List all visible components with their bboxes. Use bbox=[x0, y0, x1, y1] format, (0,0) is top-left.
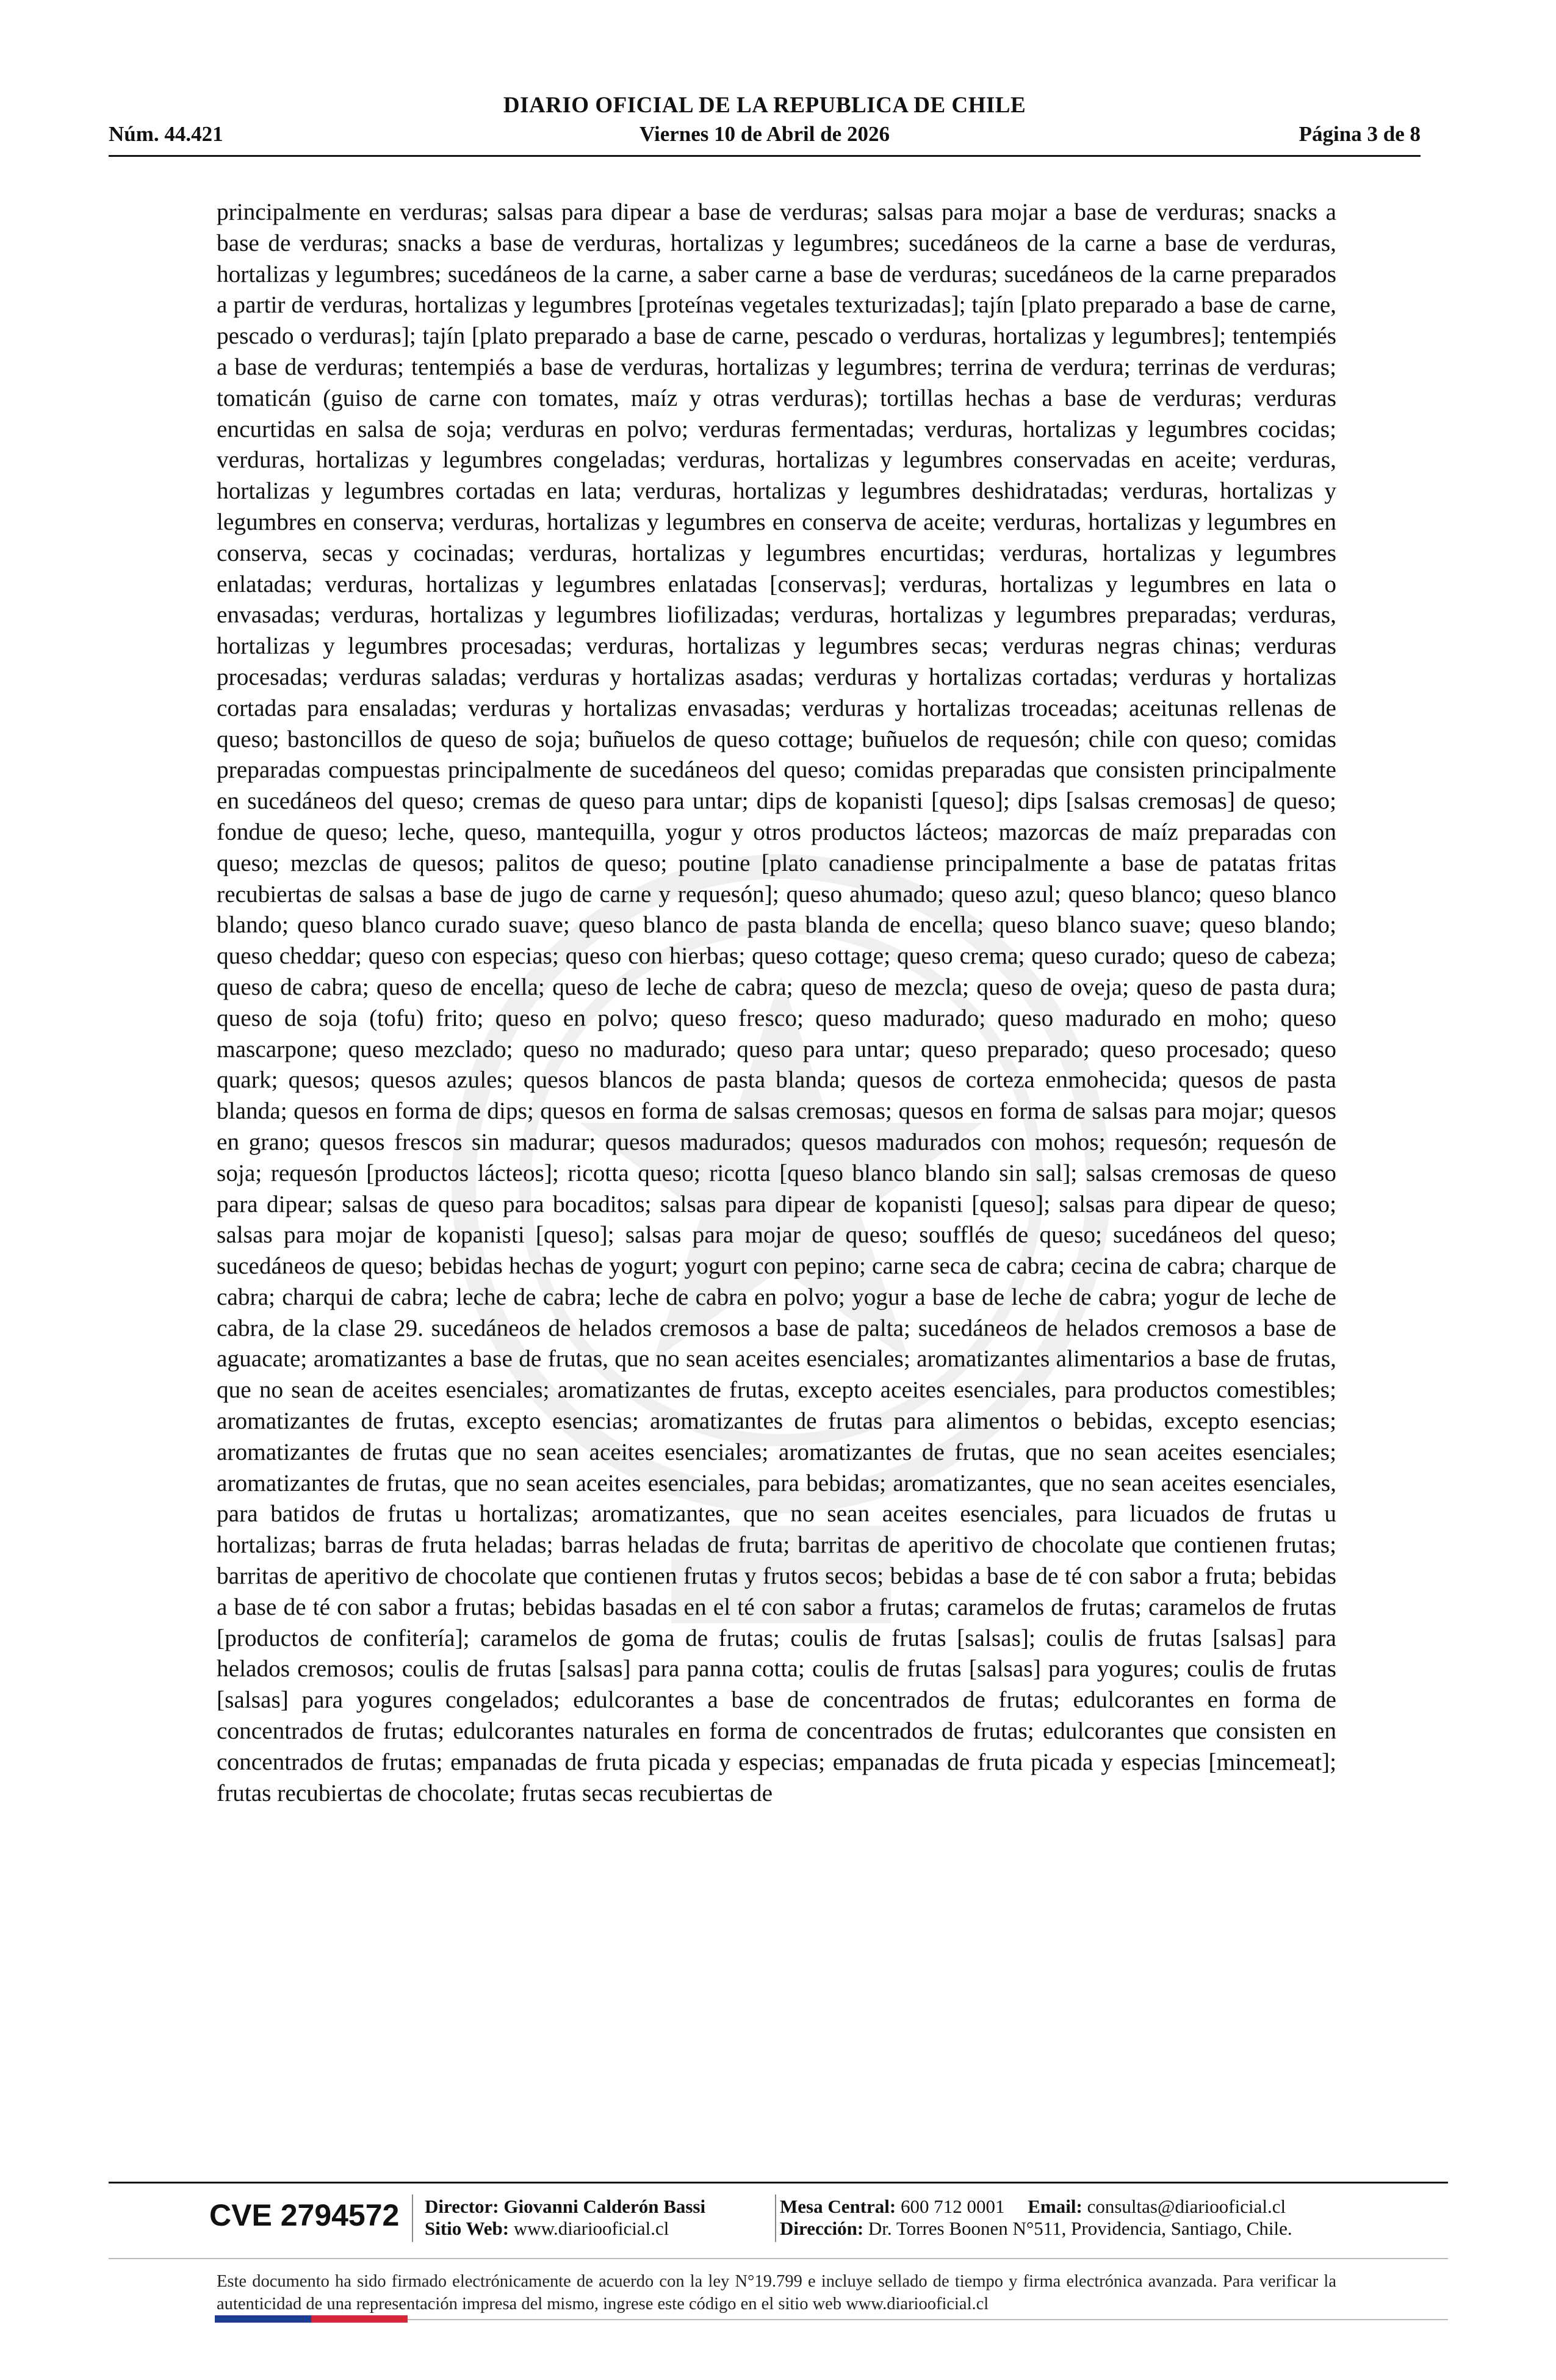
footer bbox=[109, 2185, 1448, 2255]
chile-flag-stripe bbox=[215, 2315, 408, 2323]
director-name: Giovanni Calderón Bassi bbox=[503, 2196, 706, 2217]
email-link[interactable]: consultas@diariooficial.cl bbox=[1087, 2196, 1286, 2217]
phone-label: Mesa Central: bbox=[780, 2196, 896, 2217]
address-line bbox=[780, 2218, 1292, 2240]
page-header bbox=[109, 92, 1421, 153]
website-line bbox=[425, 2218, 705, 2240]
contact-line bbox=[780, 2196, 1292, 2218]
footer-divider-secondary bbox=[109, 2258, 1448, 2259]
footer-separator bbox=[775, 2194, 776, 2242]
website-link[interactable]: www.diariooficial.cl bbox=[513, 2218, 669, 2239]
footer-separator bbox=[412, 2194, 413, 2242]
header-divider bbox=[109, 155, 1421, 157]
address-label: Dirección: bbox=[780, 2218, 864, 2239]
flag-red-segment bbox=[311, 2315, 408, 2323]
footer-contact-block bbox=[780, 2196, 1292, 2240]
page-number: Página 3 de 8 bbox=[1298, 122, 1421, 146]
phone-number: 600 712 0001 bbox=[901, 2196, 1005, 2217]
website-label: Sitio Web: bbox=[425, 2218, 510, 2239]
director-label: Director: bbox=[425, 2196, 499, 2217]
bottom-divider bbox=[408, 2319, 1448, 2320]
body-text: principalmente en verduras; salsas para dipear a base de verduras; salsas para mojar a base de verduras; snacks a base de verduras; snacks a base de verduras, hortalizas y legumbres; sucedáneos de la carne a base de verduras, hortalizas y legumbres; sucedáneos de la carne, a saber carne a base de verduras; sucedáneos de la carne preparados a partir de verduras, hortalizas y legumbres [proteínas vegetales texturizadas]; tajín [plato preparado a base de carne, pescado o verduras]; tajín [plato preparado a base de carne, pescado o verduras, hortalizas y legumbres]; tentempiés a base de verduras; tentempiés a base de verduras, hortalizas y legumbres; terrina de verdura; terrinas de verduras; tomaticán (guiso de carne con tomates, maíz y otras verduras); tortillas hechas a base de verduras; verduras encurtidas en salsa de soja; verduras en polvo; verduras fermentadas; verduras, hortalizas y legumbres cocidas; verduras, hortalizas y legumbres congeladas; verduras, hortalizas y legumbres conservadas en aceite; verduras, hortalizas y legumbres cortadas en lata; verduras, hortalizas y legumbres deshidratadas; verduras, hortalizas y legumbres en conserva; verduras, hortalizas y legumbres en conserva de aceite; verduras, hortalizas y legumbres en conserva, secas y cocinadas; verduras, hortalizas y legumbres encurtidas; verduras, hortalizas y legumbres enlatadas; verduras, hortalizas y legumbres enlatadas [conservas]; verduras, hortalizas y legumbres en lata o envasadas; verduras, hortalizas y legumbres liofilizadas; verduras, hortalizas y legumbres preparadas; verduras, hortalizas y legumbres procesadas; verduras, hortalizas y legumbres secas; verduras negras chinas; verduras procesadas; verduras saladas; verduras y hortalizas asadas; verduras y hortalizas cortadas; verduras y hortalizas cortadas para ensaladas; verduras y hortalizas envasadas; verduras y hortalizas troceadas; aceitunas rellenas de queso; bastoncillos de queso de soja; buñuelos de queso cottage; buñuelos de requesón; chile con queso; comidas preparadas compuestas principalmente de sucedáneos del queso; comidas preparadas que consisten principalmente en sucedáneos del queso; cremas de queso para untar; dips de kopanisti [queso]; dips [salsas cremosas] de queso; fondue de queso; leche, queso, mantequilla, yogur y otros productos lácteos; mazorcas de maíz preparadas con queso; mezclas de quesos; palitos de queso; poutine [plato canadiense principalmente a base de patatas fritas recubiertas de salsas a base de jugo de carne y requesón]; queso ahumado; queso azul; queso blanco; queso blanco blando; queso blanco curado suave; queso blanco de pasta blanda de encella; queso blanco suave; queso blando; queso cheddar; queso con especias; queso con hierbas; queso cottage; queso crema; queso curado; queso de cabeza; queso de cabra; queso de encella; queso de leche de cabra; queso de mezcla; queso de oveja; queso de pasta dura; queso de soja (tofu) frito; queso en polvo; queso fresco; queso madurado; queso madurado en moho; queso mascarpone; queso mezclado; queso no madurado; queso para untar; queso preparado; queso procesado; queso quark; quesos; quesos azules; quesos blancos de pasta blanda; quesos de corteza enmohecida; quesos de pasta blanda; quesos en forma de dips; quesos en forma de salsas cremosas; quesos en forma de salsas para mojar; quesos en grano; quesos frescos sin madurar; quesos madurados; quesos madurados con mohos; requesón; requesón de soja; requesón [productos lácteos]; ricotta queso; ricotta [queso blanco blando sin sal]; salsas cremosas de queso para dipear; salsas de queso para bocaditos; salsas para dipear de kopanisti [queso]; salsas para dipear de queso; salsas para mojar de kopanisti [queso]; salsas para mojar de queso; soufflés de queso; sucedáneos del queso; sucedáneos de queso; bebidas hechas de yogurt; yogurt con pepino; carne seca de cabra; cecina de cabra; charque de cabra; charqui de cabra; leche de cabra; leche de cabra en polvo; yogur a base de leche de cabra; yogur de leche de cabra, de la clase 29. sucedáneos de helados cremosos a base de palta; sucedáneos de helados cremosos a base de aguacate; aromatizantes a base de frutas, que no sean aceites esenciales; aromatizantes alimentarios a base de frutas, que no sean de aceites esenciales; aromatizantes de frutas, excepto aceites esenciales, para productos comestibles; aromatizantes de frutas, excepto esencias; aromatizantes de frutas para alimentos o bebidas, excepto esencias; aromatizantes de frutas que no sean aceites esenciales; aromatizantes de frutas, que no sean aceites esenciales; aromatizantes de frutas, que no sean aceites esenciales, para bebidas; aromatizantes, que no sean aceites esenciales, para batidos de frutas u hortalizas; aromatizantes, que no sean aceites esenciales, para licuados de frutas u hortalizas; barras de fruta heladas; barras heladas de fruta; barritas de aperitivo de chocolate que contienen frutas; barritas de aperitivo de chocolate que contienen frutas y frutos secos; bebidas a base de té con sabor a fruta; bebidas a base de té con sabor a frutas; bebidas basadas en el té con sabor a frutas; caramelos de frutas; caramelos de frutas [productos de confitería]; caramelos de goma de frutas; coulis de frutas [salsas]; coulis de frutas [salsas] para helados cremosos; coulis de frutas [salsas] para panna cotta; coulis de frutas [salsas] para yogures; coulis de frutas [salsas] para yogures congelados; edulcorantes a base de concentrados de frutas; edulcorantes en forma de concentrados de frutas; edulcorantes naturales en forma de concentrados de frutas; edulcorantes que consisten en concentrados de frutas; empanadas de fruta picada y especias; empanadas de fruta picada y especias [mincemeat]; frutas recubiertas de chocolate; frutas secas recubiertas de bbox=[217, 198, 1336, 1806]
legal-notice: Este documento ha sido firmado electrónicamente de acuerdo con la ley N°19.799 e incluye sellado de tiempo y firma electrónica avanzada. Para verificar la autenticidad de una representación impresa del mismo, ingrese este código en el sitio web www.diariooficial.cl bbox=[217, 2272, 1336, 2313]
email-label: Email: bbox=[1028, 2196, 1082, 2217]
issue-number: Núm. 44.421 bbox=[109, 122, 223, 146]
footer-divider bbox=[109, 2182, 1448, 2183]
flag-blue-segment bbox=[215, 2315, 311, 2323]
cve-code: CVE 2794572 bbox=[209, 2198, 400, 2232]
masthead-title: DIARIO OFICIAL DE LA REPUBLICA DE CHILE bbox=[503, 93, 1026, 118]
footer-director-block bbox=[425, 2196, 705, 2240]
director-line bbox=[425, 2196, 705, 2218]
address-value: Dr. Torres Boonen N°511, Providencia, Santiago, Chile. bbox=[868, 2218, 1292, 2239]
issue-date: Viernes 10 de Abril de 2026 bbox=[639, 122, 890, 146]
